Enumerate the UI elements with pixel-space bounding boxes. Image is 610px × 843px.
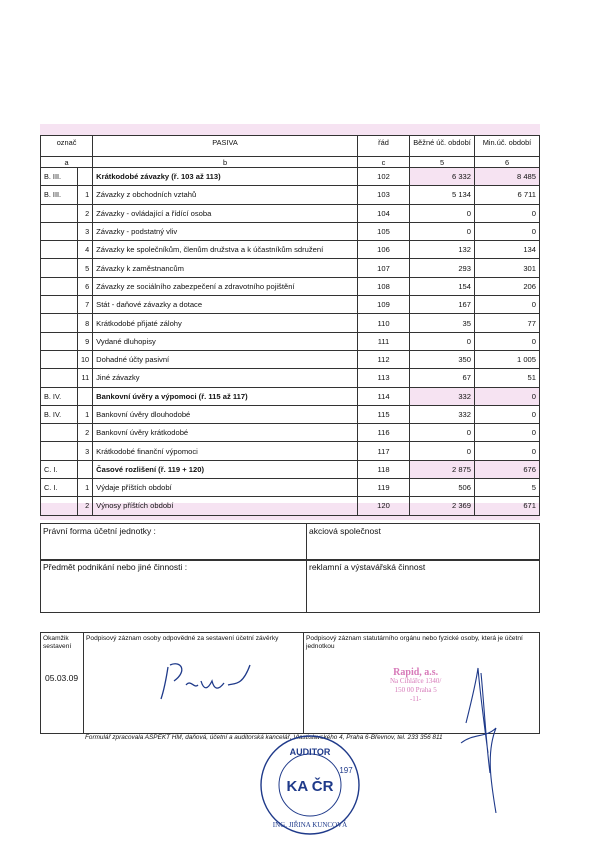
row-previous-period: 51	[475, 369, 540, 387]
subheader-6: 6	[475, 157, 540, 168]
header-col-c: řád	[358, 136, 410, 157]
row-text: Bankovní úvěry dlouhodobé	[93, 405, 358, 423]
activity-divider	[306, 560, 307, 612]
activity-label: Předmět podnikání nebo jiné činnosti :	[43, 562, 188, 572]
row-line-code: 112	[358, 350, 410, 368]
form-footer: Formulář zpracovala ASPEKT HM, daňová, účetní a auditorská kancelář, Vlastislavského 4, Praha 6-Břevnov, tel. 233 356 811	[85, 734, 443, 741]
moment-label: Okamžik sestavení	[43, 635, 72, 650]
row-number: 3	[78, 442, 93, 460]
row-current-period: 506	[410, 479, 475, 497]
row-current-period: 0	[410, 222, 475, 240]
row-number: 10	[78, 350, 93, 368]
table-row	[41, 460, 540, 478]
row-line-code: 108	[358, 277, 410, 295]
table-row	[41, 497, 540, 515]
subheader-a: a	[41, 157, 93, 168]
table-row	[41, 369, 540, 387]
table-subheader-row	[41, 157, 540, 168]
row-previous-period: 6 711	[475, 186, 540, 204]
row-previous-period: 206	[475, 277, 540, 295]
row-previous-period: 5	[475, 479, 540, 497]
moment-value: 05.03.09	[45, 673, 79, 683]
row-text: Krátkodobé závazky (ř. 103 až 113)	[93, 168, 358, 186]
table-row	[41, 241, 540, 259]
row-current-period: 167	[410, 296, 475, 314]
row-current-period: 6 332	[410, 168, 475, 186]
row-mark	[41, 296, 78, 314]
row-text: Časové rozlišení (ř. 119 + 120)	[93, 460, 358, 478]
rapid-company-stamp	[390, 668, 441, 704]
statutory-signature	[456, 663, 516, 813]
row-previous-period: 77	[475, 314, 540, 332]
row-text: Závazky - podstatný vliv	[93, 222, 358, 240]
row-mark: B. III.	[41, 168, 78, 186]
table-row	[41, 259, 540, 277]
row-previous-period: 676	[475, 460, 540, 478]
row-mark	[41, 369, 78, 387]
row-number: 7	[78, 296, 93, 314]
row-mark	[41, 314, 78, 332]
row-line-code: 103	[358, 186, 410, 204]
row-current-period: 67	[410, 369, 475, 387]
row-text: Závazky ze sociálního zabezpečení a zdravotního pojištění	[93, 277, 358, 295]
activity-value: reklamní a výstavářská činnost	[309, 562, 426, 572]
row-text: Vydané dluhopisy	[93, 332, 358, 350]
rapid-stamp-line3: -11-	[409, 695, 422, 703]
header-col-b: PASIVA	[93, 136, 358, 157]
row-current-period: 293	[410, 259, 475, 277]
table-row	[41, 296, 540, 314]
row-line-code: 115	[358, 405, 410, 423]
row-previous-period: 0	[475, 204, 540, 222]
table-row	[41, 222, 540, 240]
row-mark	[41, 497, 78, 515]
person-label: Podpisový záznam osoby odpovědné za sestavení účetní závěrky	[86, 635, 279, 642]
table-row	[41, 479, 540, 497]
sig-divider-1	[83, 633, 84, 733]
row-previous-period: 0	[475, 442, 540, 460]
sig-divider-2	[303, 633, 304, 733]
row-number: 8	[78, 314, 93, 332]
table-row	[41, 277, 540, 295]
row-current-period: 154	[410, 277, 475, 295]
legal-form-value: akciová společnost	[309, 526, 381, 536]
row-line-code: 104	[358, 204, 410, 222]
row-number: 2	[78, 424, 93, 442]
row-text: Stát - daňové závazky a dotace	[93, 296, 358, 314]
table-row	[41, 204, 540, 222]
row-previous-period: 134	[475, 241, 540, 259]
row-line-code: 118	[358, 460, 410, 478]
row-number	[78, 460, 93, 478]
row-number: 6	[78, 277, 93, 295]
row-mark	[41, 332, 78, 350]
legal-form-label: Právní forma účetní jednotky :	[43, 526, 156, 536]
row-line-code: 102	[358, 168, 410, 186]
rapid-stamp-line1: Na Cihlářce 1340/	[390, 677, 442, 685]
row-text: Bankovní úvěry krátkodobé	[93, 424, 358, 442]
row-number: 9	[78, 332, 93, 350]
audit-stamp-top: AUDITOR	[289, 747, 331, 757]
row-text: Dohadné účty pasivní	[93, 350, 358, 368]
table-row	[41, 387, 540, 405]
row-previous-period: 8 485	[475, 168, 540, 186]
row-current-period: 0	[410, 204, 475, 222]
rapid-stamp-name: Rapid, a.s.	[393, 667, 439, 678]
row-text: Jiné závazky	[93, 369, 358, 387]
row-previous-period: 0	[475, 222, 540, 240]
row-text: Závazky k zaměstnancům	[93, 259, 358, 277]
row-number: 5	[78, 259, 93, 277]
row-previous-period: 0	[475, 332, 540, 350]
row-current-period: 0	[410, 442, 475, 460]
row-line-code: 117	[358, 442, 410, 460]
row-number: 1	[78, 405, 93, 423]
row-current-period: 332	[410, 387, 475, 405]
row-line-code: 111	[358, 332, 410, 350]
auditor-round-stamp	[258, 733, 362, 837]
audit-stamp-center: KA ČR	[286, 778, 334, 795]
table-row	[41, 442, 540, 460]
signature-section	[40, 632, 540, 734]
row-previous-period: 0	[475, 405, 540, 423]
row-previous-period: 0	[475, 424, 540, 442]
table-body	[41, 168, 540, 516]
row-current-period: 5 134	[410, 186, 475, 204]
activity-box	[40, 559, 540, 613]
row-text: Závazky - ovládající a řídící osoba	[93, 204, 358, 222]
row-previous-period: 0	[475, 387, 540, 405]
row-line-code: 106	[358, 241, 410, 259]
row-mark: B. IV.	[41, 405, 78, 423]
row-mark	[41, 204, 78, 222]
statutory-label: Podpisový záznam statutárního orgánu nebo fyzické osoby, která je účetní jednotkou	[306, 635, 523, 650]
subheader-b: b	[93, 157, 358, 168]
row-line-code: 116	[358, 424, 410, 442]
row-line-code: 119	[358, 479, 410, 497]
row-current-period: 35	[410, 314, 475, 332]
row-mark: B. III.	[41, 186, 78, 204]
row-mark	[41, 424, 78, 442]
row-mark: C. I.	[41, 460, 78, 478]
table-row	[41, 424, 540, 442]
row-previous-period: 0	[475, 296, 540, 314]
row-current-period: 0	[410, 332, 475, 350]
audit-stamp-number: 197	[339, 766, 353, 775]
row-mark	[41, 442, 78, 460]
pink-band-top	[40, 124, 540, 135]
row-mark	[41, 241, 78, 259]
row-text: Výdaje příštích období	[93, 479, 358, 497]
row-line-code: 107	[358, 259, 410, 277]
row-current-period: 0	[410, 424, 475, 442]
subheader-5: 5	[410, 157, 475, 168]
handwritten-signature	[146, 655, 256, 705]
row-number: 2	[78, 497, 93, 515]
row-text: Krátkodobé finanční výpomoci	[93, 442, 358, 460]
row-mark	[41, 350, 78, 368]
row-previous-period: 671	[475, 497, 540, 515]
row-number	[78, 168, 93, 186]
header-col-5: Běžné úč. období	[410, 136, 475, 157]
row-text: Bankovní úvěry a výpomoci (ř. 115 až 117)	[93, 387, 358, 405]
row-mark: C. I.	[41, 479, 78, 497]
row-line-code: 105	[358, 222, 410, 240]
row-mark	[41, 259, 78, 277]
header-col-a: označ	[41, 136, 93, 157]
subheader-c: c	[358, 157, 410, 168]
legal-form-divider	[306, 524, 307, 560]
row-text: Krátkodobé přijaté zálohy	[93, 314, 358, 332]
rapid-stamp-line2: 150 00 Praha 5	[394, 686, 437, 694]
audit-stamp-bottom: ING. JIŘINA KUNCOVÁ	[272, 821, 348, 829]
legal-form-box	[40, 523, 540, 561]
row-number	[78, 387, 93, 405]
row-number: 2	[78, 204, 93, 222]
pasiva-table	[40, 135, 540, 516]
header-col-6: Min.úč. období	[475, 136, 540, 157]
row-number: 3	[78, 222, 93, 240]
row-number: 1	[78, 186, 93, 204]
table-row	[41, 314, 540, 332]
row-mark	[41, 277, 78, 295]
row-text: Závazky ke společníkům, členům družstva a k účastníkům sdružení	[93, 241, 358, 259]
row-line-code: 114	[358, 387, 410, 405]
row-mark	[41, 222, 78, 240]
row-line-code: 109	[358, 296, 410, 314]
row-current-period: 2 369	[410, 497, 475, 515]
row-text: Výnosy příštích období	[93, 497, 358, 515]
row-number: 11	[78, 369, 93, 387]
table-row	[41, 350, 540, 368]
row-mark: B. IV.	[41, 387, 78, 405]
table-row	[41, 405, 540, 423]
row-number: 4	[78, 241, 93, 259]
row-current-period: 132	[410, 241, 475, 259]
table-row	[41, 186, 540, 204]
row-line-code: 113	[358, 369, 410, 387]
row-number: 1	[78, 479, 93, 497]
table-row	[41, 168, 540, 186]
row-current-period: 332	[410, 405, 475, 423]
row-previous-period: 1 005	[475, 350, 540, 368]
row-text: Závazky z obchodních vztahů	[93, 186, 358, 204]
table-row	[41, 332, 540, 350]
row-line-code: 120	[358, 497, 410, 515]
row-previous-period: 301	[475, 259, 540, 277]
row-current-period: 2 875	[410, 460, 475, 478]
table-header-row	[41, 136, 540, 157]
row-current-period: 350	[410, 350, 475, 368]
row-line-code: 110	[358, 314, 410, 332]
